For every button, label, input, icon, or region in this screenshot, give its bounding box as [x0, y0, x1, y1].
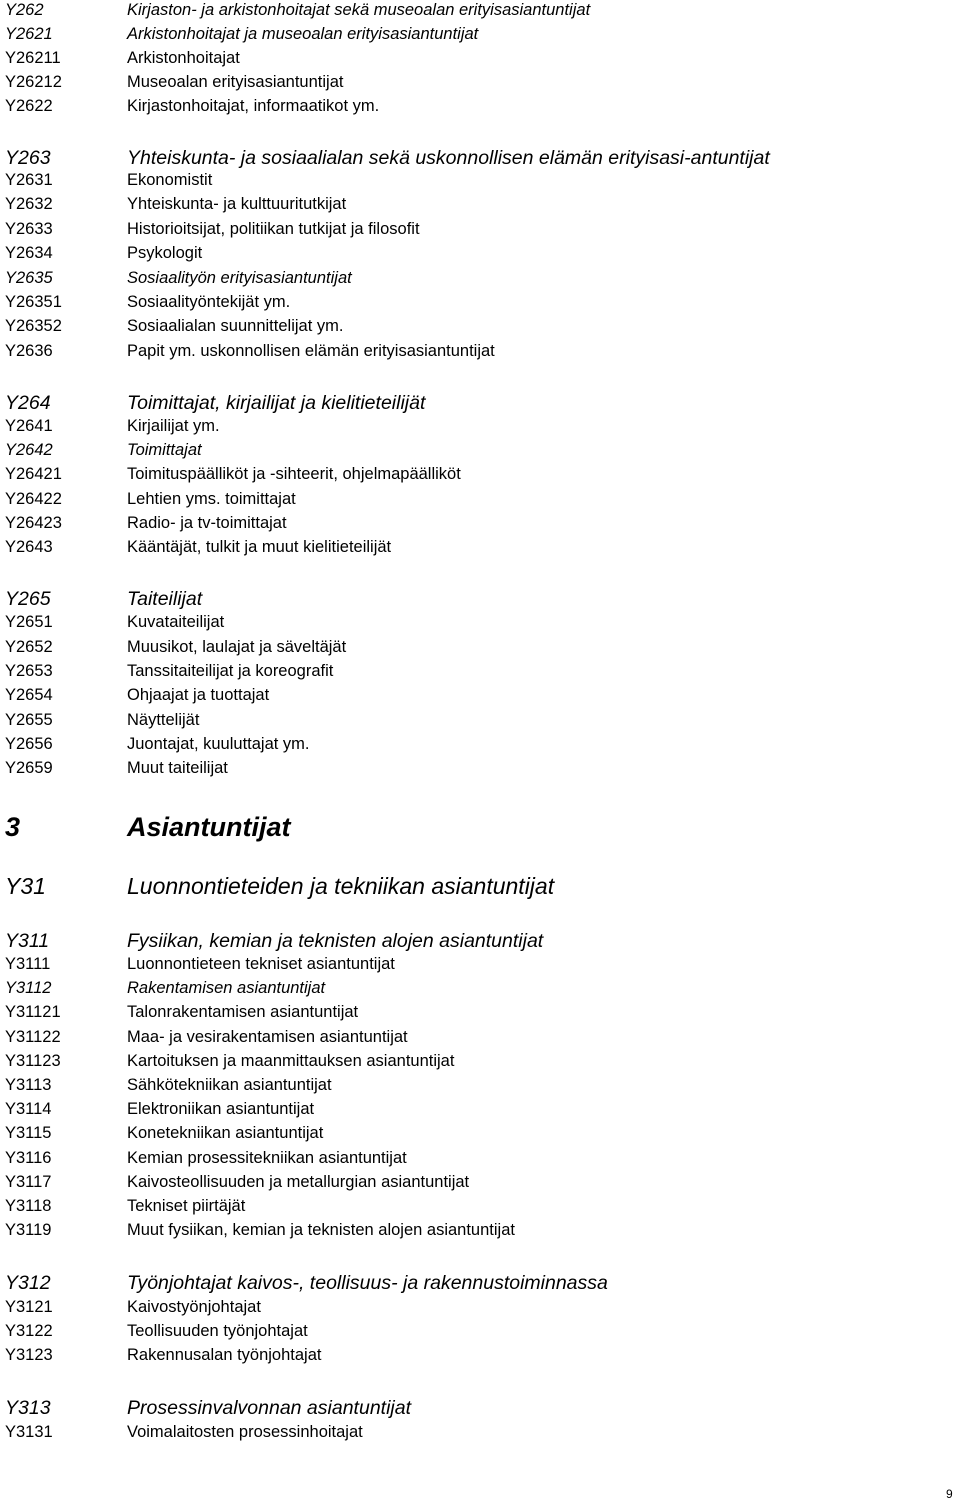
- list-item: [0, 219, 960, 239]
- list-item: [0, 1196, 960, 1216]
- occupation-label: Talonrakentamisen asiantuntijat: [127, 1003, 359, 1021]
- list-item: [0, 685, 960, 705]
- occupation-code: Y262: [5, 1, 44, 19]
- occupation-code: Y3113: [5, 1076, 52, 1094]
- list-item: [0, 341, 960, 361]
- list-item: [0, 391, 960, 415]
- list-item: [0, 96, 960, 116]
- occupation-code: Y265: [5, 588, 51, 610]
- occupation-code: Y31123: [5, 1052, 61, 1070]
- occupation-code: Y3118: [5, 1197, 52, 1215]
- occupation-label: Fysiikan, kemian ja teknisten alojen asiantuntijat: [127, 930, 544, 952]
- occupation-code: Y2656: [5, 735, 53, 753]
- list-item: [0, 1172, 960, 1192]
- occupation-label: Taiteilijat: [127, 588, 203, 610]
- occupation-label: Kartoituksen ja maanmittauksen asiantuntijat: [127, 1052, 455, 1070]
- list-item: [0, 1345, 960, 1365]
- occupation-label: Toimituspäälliköt ja -sihteerit, ohjelmapäälliköt: [127, 465, 461, 483]
- occupation-code: Y2621: [5, 25, 53, 43]
- list-item: [0, 48, 960, 68]
- occupation-label: Toimittajat, kirjailijat ja kielitieteilijät: [127, 392, 426, 414]
- occupation-code: Y26212: [5, 73, 62, 91]
- occupation-code: Y31122: [5, 1028, 61, 1046]
- occupation-label: Psykologit: [127, 244, 203, 262]
- occupation-label: Kaivostyönjohtajat: [127, 1298, 261, 1316]
- occupation-code: Y3111: [5, 955, 51, 973]
- occupation-label: Muut taiteilijat: [127, 759, 228, 777]
- occupation-label: Asiantuntijat: [127, 812, 291, 842]
- occupation-label: Voimalaitosten prosessinhoitajat: [127, 1423, 363, 1441]
- occupation-code: Y3119: [5, 1221, 52, 1239]
- occupation-code: Y264: [5, 392, 51, 414]
- list-item: [0, 416, 960, 436]
- list-item: [0, 811, 960, 843]
- occupation-code: Y26352: [5, 317, 62, 335]
- page-number: 9: [946, 1487, 953, 1501]
- occupation-label: Näyttelijät: [127, 711, 200, 729]
- list-item: [0, 661, 960, 681]
- occupation-label: Maa- ja vesirakentamisen asiantuntijat: [127, 1028, 408, 1046]
- occupation-label: Muut fysiikan, kemian ja teknisten alojen asiantuntijat: [127, 1221, 515, 1239]
- occupation-label: Sosiaalityöntekijät ym.: [127, 293, 291, 311]
- occupation-label: Konetekniikan asiantuntijat: [127, 1124, 324, 1142]
- occupation-code: Y31: [5, 873, 46, 899]
- occupation-label: Prosessinvalvonnan asiantuntijat: [127, 1397, 412, 1419]
- occupation-code: Y2651: [5, 613, 53, 631]
- occupation-code: Y2652: [5, 638, 53, 656]
- list-item: [0, 243, 960, 263]
- occupation-label: Kääntäjät, tulkit ja muut kielitieteilijät: [127, 538, 392, 556]
- occupation-code: Y2635: [5, 269, 53, 287]
- occupation-code: Y3116: [5, 1149, 52, 1167]
- list-item: [0, 1002, 960, 1022]
- occupation-label: Lehtien yms. toimittajat: [127, 490, 296, 508]
- occupation-label: Sosiaalityön erityisasiantuntijat: [127, 269, 352, 287]
- list-item: [0, 1297, 960, 1317]
- occupation-code: Y26351: [5, 293, 62, 311]
- occupation-code: Y3123: [5, 1346, 53, 1364]
- occupation-label: Kaivosteollisuuden ja metallurgian asiantuntijat: [127, 1173, 470, 1191]
- list-item: [0, 72, 960, 92]
- occupation-code: Y2622: [5, 97, 53, 115]
- occupation-code: Y2634: [5, 244, 53, 262]
- occupation-code: Y3115: [5, 1124, 52, 1142]
- list-item: [0, 1099, 960, 1119]
- occupation-code: Y2643: [5, 538, 53, 556]
- list-item: [0, 0, 960, 20]
- occupation-label: Rakennusalan työnjohtajat: [127, 1346, 322, 1364]
- occupation-code: Y263: [5, 147, 51, 169]
- list-item: [0, 1422, 960, 1442]
- occupation-label: Työnjohtajat kaivos-, teollisuus- ja rakennustoiminnassa: [127, 1272, 608, 1294]
- list-item: [0, 734, 960, 754]
- occupation-code: Y26211: [5, 49, 61, 67]
- list-item: [0, 1027, 960, 1047]
- occupation-label: Yhteiskunta- ja sosiaalialan sekä uskonnollisen elämän erityisasi-antuntijat: [127, 147, 770, 169]
- list-item: [0, 872, 960, 900]
- list-item: [0, 292, 960, 312]
- occupation-code: Y26423: [5, 514, 62, 532]
- occupation-label: Elektroniikan asiantuntijat: [127, 1100, 315, 1118]
- occupation-code: Y2633: [5, 220, 53, 238]
- occupation-code: Y3122: [5, 1322, 53, 1340]
- occupation-label: Ekonomistit: [127, 171, 213, 189]
- occupation-code: Y2642: [5, 441, 53, 459]
- occupation-label: Rakentamisen asiantuntijat: [127, 979, 326, 997]
- occupation-label: Toimittajat: [127, 441, 202, 459]
- occupation-label: Sosiaalialan suunnittelijat ym.: [127, 317, 344, 335]
- list-item: [0, 1123, 960, 1143]
- occupation-code: Y3117: [5, 1173, 52, 1191]
- occupation-label: Juontajat, kuuluttajat ym.: [127, 735, 310, 753]
- list-item: [0, 1271, 960, 1295]
- occupation-code: Y2632: [5, 195, 53, 213]
- occupation-label: Ohjaajat ja tuottajat: [127, 686, 270, 704]
- occupation-code: Y2659: [5, 759, 53, 777]
- list-item: [0, 710, 960, 730]
- list-item: [0, 194, 960, 214]
- occupation-label: Luonnontieteiden ja tekniikan asiantuntijat: [127, 873, 555, 899]
- occupation-label: Papit ym. uskonnollisen elämän erityisasiantuntijat: [127, 342, 495, 360]
- occupation-code: 3: [5, 812, 21, 842]
- list-item: [0, 929, 960, 953]
- occupation-label: Tanssitaiteilijat ja koreografit: [127, 662, 334, 680]
- occupation-label: Radio- ja tv-toimittajat: [127, 514, 287, 532]
- list-item: [0, 1321, 960, 1341]
- occupation-code: Y2653: [5, 662, 53, 680]
- occupation-label: Kirjastonhoitajat, informaatikot ym.: [127, 97, 380, 115]
- occupation-label: Tekniset piirtäjät: [127, 1197, 246, 1215]
- occupation-label: Yhteiskunta- ja kulttuuritutkijat: [127, 195, 347, 213]
- occupation-code: Y313: [5, 1397, 51, 1419]
- list-item: [0, 24, 960, 44]
- occupation-code: Y2654: [5, 686, 53, 704]
- occupation-code: Y26421: [5, 465, 62, 483]
- occupation-code: Y2655: [5, 711, 53, 729]
- occupation-code: Y26422: [5, 490, 62, 508]
- list-item: [0, 440, 960, 460]
- list-item: [0, 170, 960, 190]
- occupation-label: Teollisuuden työnjohtajat: [127, 1322, 308, 1340]
- list-item: [0, 1051, 960, 1071]
- list-item: [0, 489, 960, 509]
- list-item: [0, 612, 960, 632]
- list-item: [0, 513, 960, 533]
- occupation-label: Historioitsijat, politiikan tutkijat ja filosofit: [127, 220, 420, 238]
- list-item: [0, 758, 960, 778]
- occupation-label: Museoalan erityisasiantuntijat: [127, 73, 344, 91]
- occupation-label: Kirjaston- ja arkistonhoitajat sekä museoalan erityisasiantuntijat: [127, 1, 591, 19]
- list-item: [0, 268, 960, 288]
- occupation-code: Y3121: [5, 1298, 53, 1316]
- occupation-code: Y311: [5, 930, 50, 952]
- occupation-label: Luonnontieteen tekniset asiantuntijat: [127, 955, 395, 973]
- occupation-code: Y3114: [5, 1100, 52, 1118]
- occupation-label: Kemian prosessitekniikan asiantuntijat: [127, 1149, 407, 1167]
- list-item: [0, 1220, 960, 1240]
- occupation-label: Kuvataiteilijat: [127, 613, 225, 631]
- occupation-code: Y31121: [5, 1003, 61, 1021]
- occupation-label: Arkistonhoitajat: [127, 49, 240, 67]
- occupation-label: Kirjailijat ym.: [127, 417, 220, 435]
- list-item: [0, 537, 960, 557]
- occupation-code: Y3131: [5, 1423, 53, 1441]
- list-item: [0, 954, 960, 974]
- occupation-code: Y2641: [5, 417, 53, 435]
- list-item: [0, 1075, 960, 1095]
- occupation-code: Y2636: [5, 342, 53, 360]
- list-item: [0, 1396, 960, 1420]
- list-item: [0, 1148, 960, 1168]
- list-item: [0, 464, 960, 484]
- list-item: [0, 637, 960, 657]
- list-item: [0, 146, 960, 170]
- occupation-code: Y3112: [5, 979, 52, 997]
- occupation-code: Y2631: [5, 171, 53, 189]
- list-item: [0, 316, 960, 336]
- list-item: [0, 587, 960, 611]
- occupation-label: Sähkötekniikan asiantuntijat: [127, 1076, 332, 1094]
- occupation-label: Arkistonhoitajat ja museoalan erityisasiantuntijat: [127, 25, 479, 43]
- list-item: [0, 978, 960, 998]
- occupation-label: Muusikot, laulajat ja säveltäjät: [127, 638, 347, 656]
- occupation-code: Y312: [5, 1272, 51, 1294]
